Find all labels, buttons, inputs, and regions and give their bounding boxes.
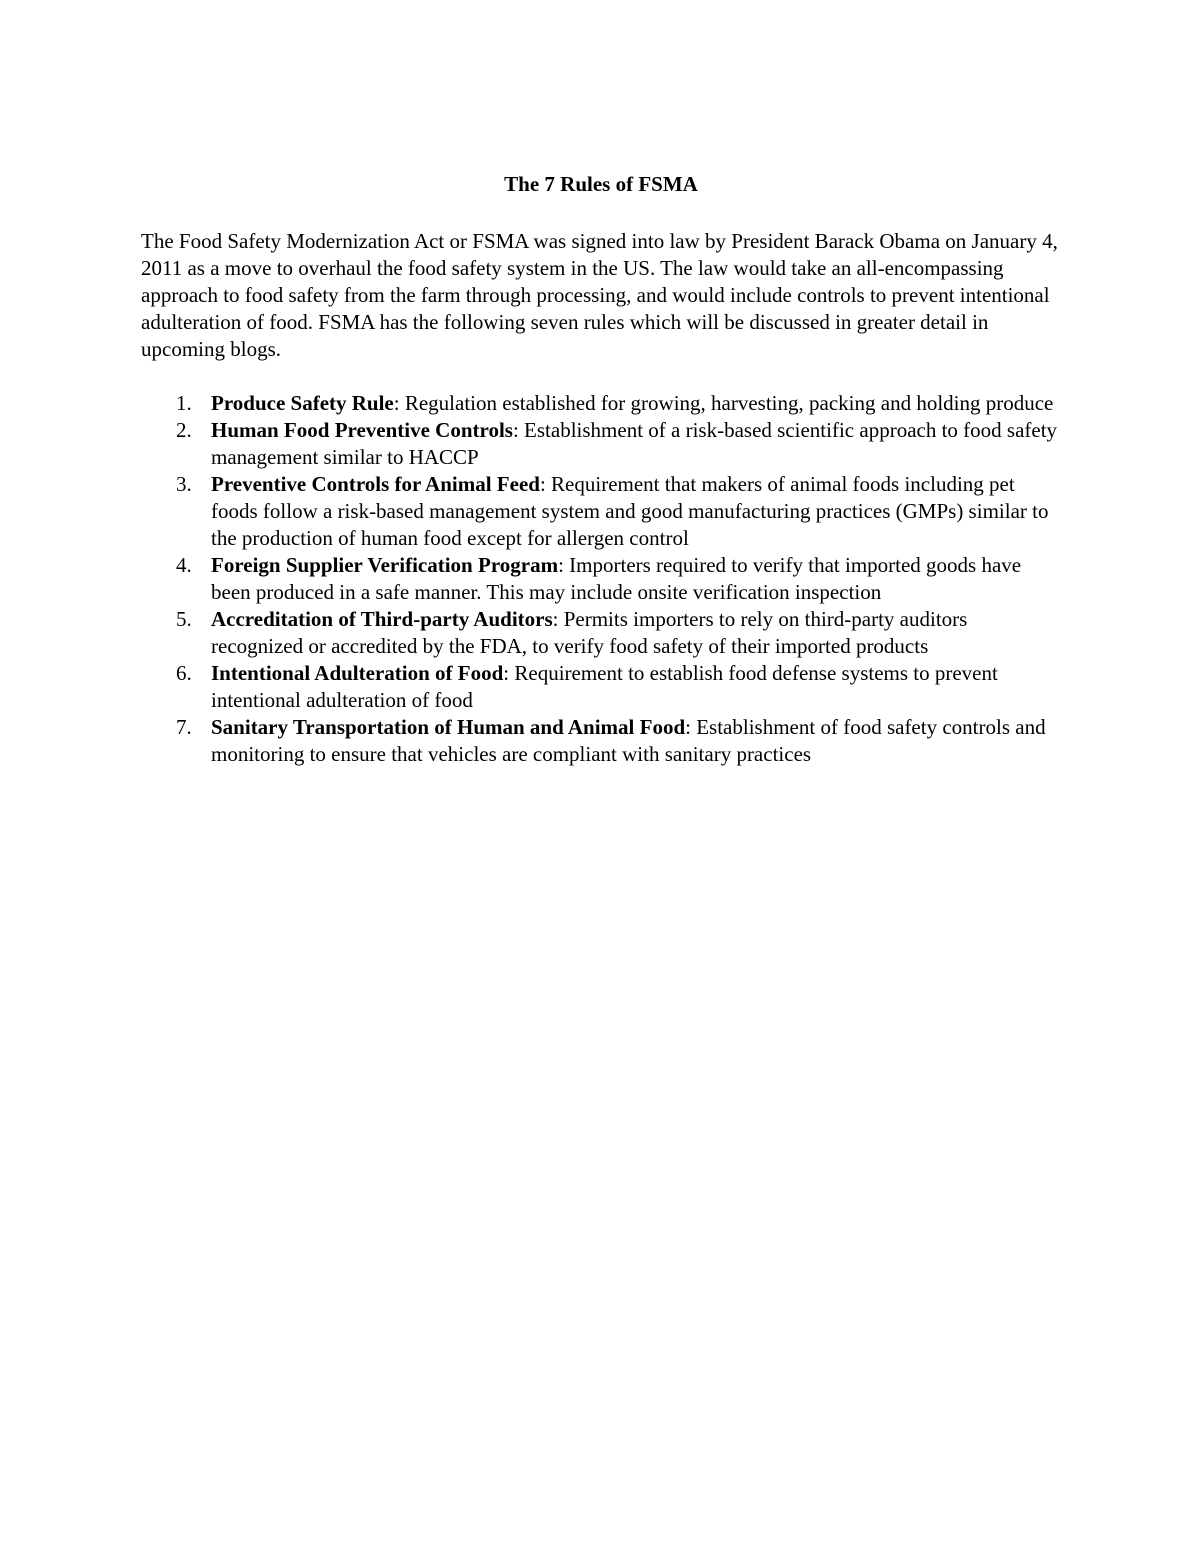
rule-item-1 bbox=[141, 390, 1061, 417]
rule-name: Foreign Supplier Verification Program bbox=[211, 553, 559, 577]
rule-name: Sanitary Transportation of Human and Animal Food bbox=[211, 715, 686, 739]
rule-number: 7. bbox=[176, 715, 192, 739]
rule-name: Preventive Controls for Animal Feed bbox=[211, 472, 540, 496]
rule-item-6 bbox=[141, 660, 1061, 714]
rule-item-2 bbox=[141, 417, 1061, 471]
rule-description: : Permits importers to rely on third-party auditors recognized or accredited by the FDA, to verify food safety of their imported products bbox=[211, 607, 968, 658]
rule-item-3 bbox=[141, 471, 1061, 552]
rule-name: Accreditation of Third-party Auditors bbox=[211, 607, 553, 631]
rule-number: 2. bbox=[176, 418, 192, 442]
rule-description: : Establishment of food safety controls and monitoring to ensure that vehicles are compliant with sanitary practices bbox=[211, 715, 1046, 766]
rule-name: Intentional Adulteration of Food bbox=[211, 661, 504, 685]
rule-description: : Requirement to establish food defense systems to prevent intentional adulteration of food bbox=[211, 661, 998, 712]
rule-name: Produce Safety Rule bbox=[211, 391, 394, 415]
rule-description: : Importers required to verify that imported goods have been produced in a safe manner. This may include onsite verification inspection bbox=[211, 553, 1022, 604]
rules-list bbox=[141, 390, 1061, 768]
rule-description: : Regulation established for growing, harvesting, packing and holding produce bbox=[393, 391, 1054, 415]
rule-item-7 bbox=[141, 714, 1061, 768]
rule-number: 4. bbox=[176, 553, 192, 577]
rule-description: : Requirement that makers of animal foods including pet foods follow a risk-based management system and good manufacturing practices (GMPs) similar to the production of human food except for allergen control bbox=[211, 472, 1049, 550]
rule-description: : Establishment of a risk-based scientific approach to food safety management similar to HACCP bbox=[211, 418, 1058, 469]
document-title: The 7 Rules of FSMA bbox=[504, 172, 698, 196]
rule-number: 5. bbox=[176, 607, 192, 631]
rule-number: 3. bbox=[176, 472, 192, 496]
rule-item-5 bbox=[141, 606, 1061, 660]
rule-name: Human Food Preventive Controls bbox=[211, 418, 513, 442]
rule-number: 1. bbox=[176, 391, 192, 415]
document-body bbox=[141, 168, 1061, 768]
rule-number: 6. bbox=[176, 661, 192, 685]
intro-paragraph: The Food Safety Modernization Act or FSMA was signed into law by President Barack Obama on January 4, 2011 as a move to overhaul the food safety system in the US. The law would take an all-encompassing approach to food safety from the farm through processing, and would include controls to prevent intentional adulteration of food. FSMA has the following seven rules which will be discussed in greater detail in upcoming blogs. bbox=[141, 229, 1058, 361]
rule-item-4 bbox=[141, 552, 1061, 606]
